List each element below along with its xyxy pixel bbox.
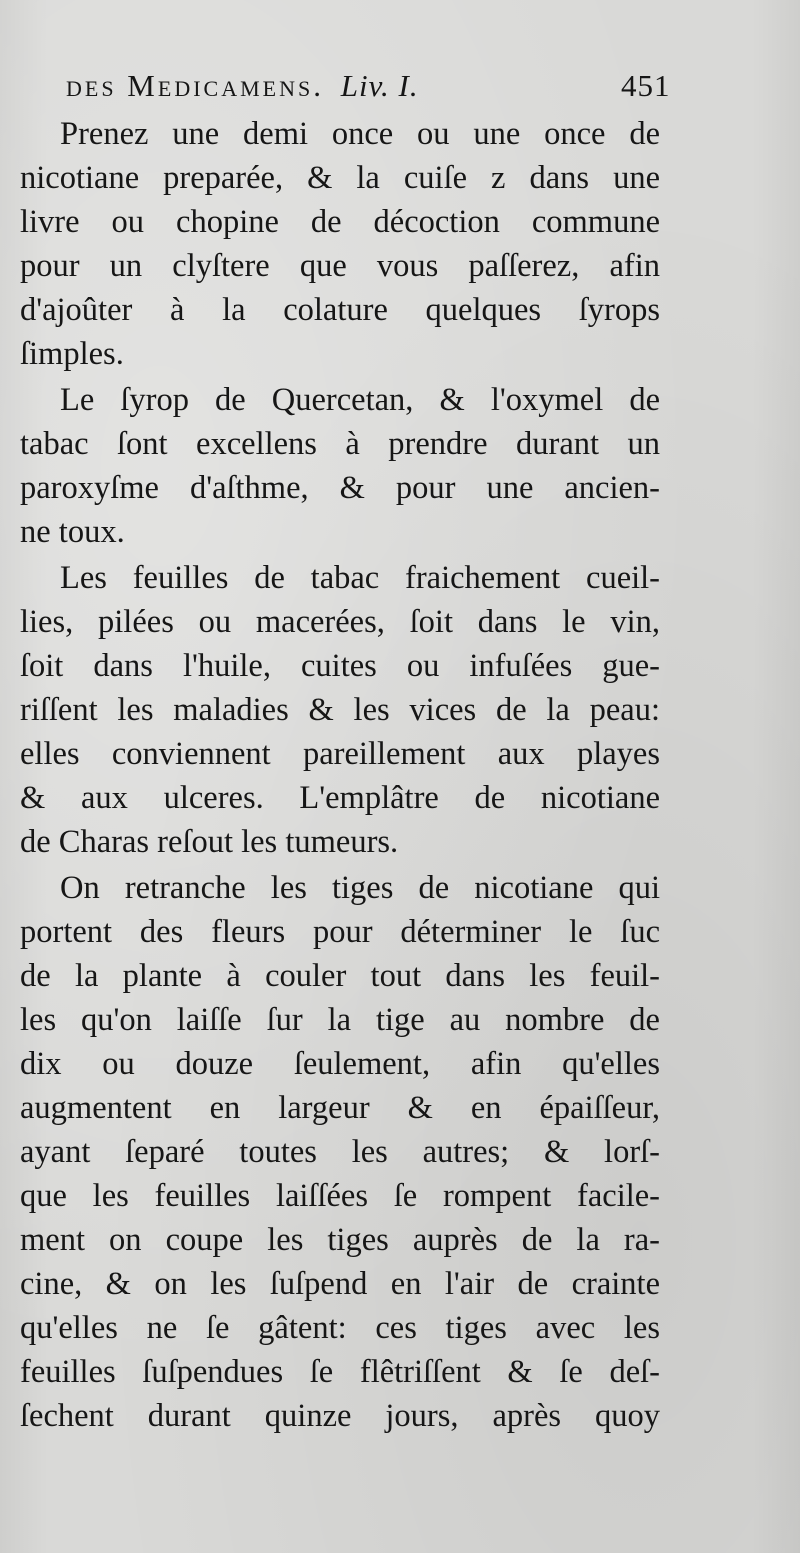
text-line: cine, & on les ſuſpend en l'air de crainte xyxy=(20,1266,660,1302)
text-line: Les feuilles de tabac fraichement cueil- xyxy=(60,560,660,596)
text-line: ſimples. xyxy=(20,336,124,372)
text-line: feuilles ſuſpendues ſe flêtriſſent & ſe deſ- xyxy=(20,1354,660,1390)
text-line: d'ajoûter à la colature quelques ſyrops xyxy=(20,292,660,328)
text-line: dix ou douze ſeulement, afin qu'elles xyxy=(20,1046,660,1082)
text-line: ayant ſeparé toutes les autres; & lorſ- xyxy=(20,1134,660,1170)
text-line: de Charas reſout les tumeurs. xyxy=(20,824,399,860)
text-line: les qu'on laiſſe ſur la tige au nombre de xyxy=(20,1002,660,1038)
paragraph xyxy=(20,866,670,1438)
text-line: lies, pilées ou macerées, ſoit dans le vin, xyxy=(20,604,660,640)
text-line: de la plante à couler tout dans les feuil- xyxy=(20,958,660,994)
text-line: ne toux. xyxy=(20,514,125,550)
text-line: riſſent les maladies & les vices de la peau: xyxy=(20,692,660,728)
text-line: que les feuilles laiſſées ſe rompent facile- xyxy=(20,1178,660,1214)
text-line: augmentent en largeur & en épaiſſeur, xyxy=(20,1090,660,1126)
text-line: qu'elles ne ſe gâtent: ces tiges avec les xyxy=(20,1310,660,1346)
text-line: tabac ſont excellens à prendre durant un xyxy=(20,426,660,462)
page-number: 451 xyxy=(621,68,671,103)
text-line: ſoit dans l'huile, cuites ou infuſées gue- xyxy=(20,648,660,684)
text-line: livre ou chopine de décoction commune xyxy=(20,204,660,240)
text-line: paroxyſme d'aſthme, & pour une ancien- xyxy=(20,470,660,506)
text-line: ment on coupe les tiges auprès de la ra- xyxy=(20,1222,660,1258)
running-head xyxy=(66,68,671,104)
body-text xyxy=(20,112,670,1438)
paragraph xyxy=(20,556,670,864)
text-line: ſechent durant quinze jours, après quoy xyxy=(20,1398,660,1434)
paragraph xyxy=(20,112,670,376)
text-line: Prenez une demi once ou une once de xyxy=(60,116,660,152)
text-line: elles conviennent pareillement aux playes xyxy=(20,736,660,772)
text-line: & aux ulceres. L'emplâtre de nicotiane xyxy=(20,780,660,816)
text-line: pour un clyſtere que vous paſſerez, afin xyxy=(20,248,660,284)
text-line: On retranche les tiges de nicotiane qui xyxy=(60,870,660,906)
text-line: portent des fleurs pour déterminer le ſuc xyxy=(20,914,660,950)
text-line: nicotiane preparée, & la cuiſe z dans une xyxy=(20,160,660,196)
running-head-book: Liv. I. xyxy=(340,68,419,103)
text-line: Le ſyrop de Quercetan, & l'oxymel de xyxy=(60,382,660,418)
running-head-title: des Medicamens. xyxy=(66,68,324,103)
paragraph xyxy=(20,378,670,554)
